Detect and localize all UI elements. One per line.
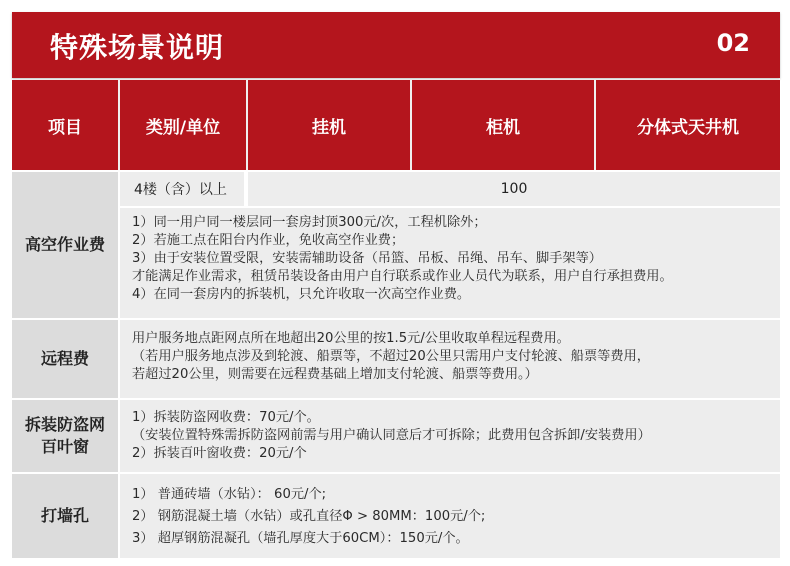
row-label-remote-fee: 远程费 (12, 320, 118, 398)
row-label-wall-hole: 打墙孔 (12, 474, 118, 558)
note-line: 若超过20公里，则需要在远程费基础上增加支付轮渡、船票等费用。） (132, 367, 538, 382)
remote-fee-notes (120, 320, 780, 398)
note-line: 1） 普通砖墙（水钻）： 60元/个; (132, 487, 327, 502)
note-line: 才能满足作业需求，租赁吊装设备由用户自行联系或作业人员代为联系，用户自行承担费用。 (132, 269, 673, 284)
page-title: 特殊场景说明 (50, 31, 225, 64)
note-line: 2）若施工点在阳台内作业，免收高空作业费； (132, 233, 405, 248)
header-floor-unit: 柜机 (412, 80, 596, 170)
note-line: 4）在同一套房内的拆装机，只允许收取一次高空作业费。 (132, 287, 471, 302)
header-wall-unit: 挂机 (248, 80, 412, 170)
note-line: 2）拆装百叶窗收费：20元/个 (132, 446, 307, 461)
note-line: （若用户服务地点涉及到轮渡、船票等，不超过20公里只需用户支付轮渡、船票等费用， (132, 349, 650, 364)
high-altitude-price-row (120, 172, 780, 206)
note-line: 1）拆装防盗网收费：70元/个。 (132, 410, 320, 425)
header-item: 项目 (12, 80, 120, 170)
note-line: （安装位置特殊需拆防盗网前需与用户确认同意后才可拆除；此费用包含拆卸/安装费用） (132, 428, 651, 443)
high-altitude-notes (120, 208, 780, 318)
note-line: 2） 钢筋混凝土墙（水钻）或孔直径Φ > 80MM：100元/个; (132, 509, 486, 524)
title-banner (12, 12, 780, 78)
high-altitude-condition: 4楼（含）以上 (120, 172, 246, 206)
header-ceiling-unit: 分体式天井机 (596, 80, 780, 170)
page-number: 02 (716, 29, 750, 57)
header-category-unit: 类别/单位 (120, 80, 248, 170)
wall-hole-notes (120, 474, 780, 558)
note-line: 3） 超厚钢筋混凝孔（墙孔厚度大于60CM）：150元/个。 (132, 531, 469, 546)
row-label-anti-theft (12, 400, 118, 472)
note-line: 3）由于安装位置受限，安装需辅助设备（吊篮、吊板、吊绳、吊车、脚手架等） (132, 251, 602, 266)
row-label-high-altitude: 高空作业费 (12, 172, 118, 318)
row-label-anti-theft-line2: 百叶窗 (40, 437, 89, 456)
note-line: 1）同一用户同一楼层同一套房封顶300元/次，工程机除外； (132, 215, 487, 230)
row-label-anti-theft-line1: 拆装防盗网 (24, 415, 105, 434)
table-header (12, 80, 780, 170)
high-altitude-price: 100 (248, 172, 780, 206)
anti-theft-notes (120, 400, 780, 472)
note-line: 用户服务地点距网点所在地超出20公里的按1.5元/公里收取单程远程费用。 (132, 331, 570, 346)
